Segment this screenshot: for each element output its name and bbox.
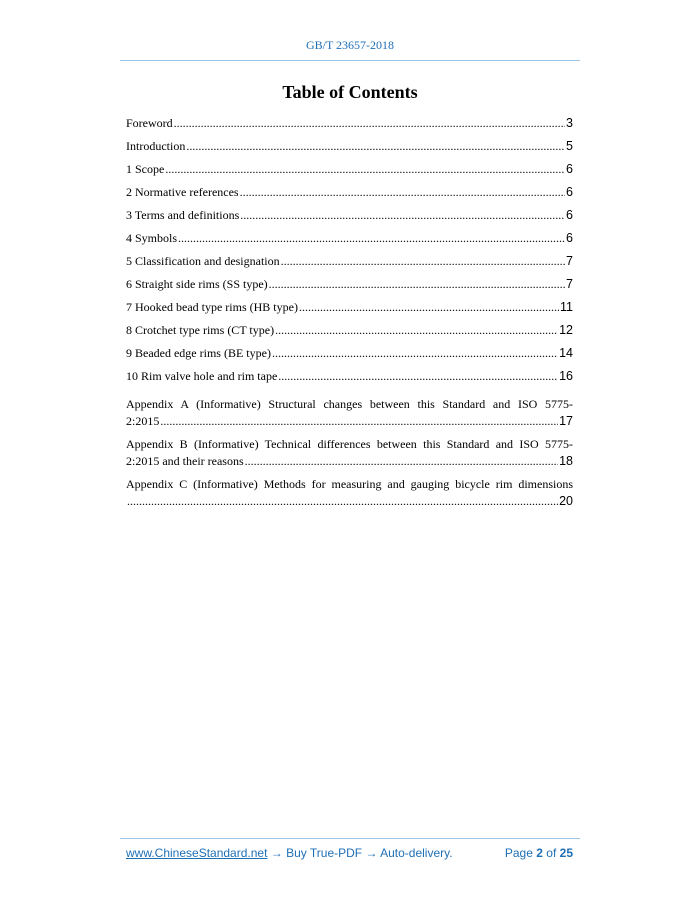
toc-entry-page: 18 [559,454,573,468]
toc-entry-foreword[interactable] [126,116,573,139]
toc-entry-symbols[interactable] [126,231,573,254]
toc-entry-beaded-edge-rims[interactable] [126,346,573,369]
toc-entry-rim-valve-hole[interactable] [126,369,573,392]
toc-entry-classification[interactable] [126,254,573,277]
toc-entry-page: 3 [566,116,573,130]
toc-entry-straight-side-rims[interactable] [126,277,573,300]
toc-entry-page: 20 [559,494,573,508]
page-word: Page [504,846,533,860]
toc-leader-dots [278,369,558,384]
toc-entry-page: 6 [566,185,573,199]
toc-entry-page: 6 [566,208,573,222]
toc-entry-label: 5 Classification and designation [126,254,280,268]
toc-leader-dots [160,413,558,430]
toc-entry-label: Appendix C (Informative) Methods for measuring and gauging bicycle rim dimensions [126,477,573,491]
toc-leader-dots [127,493,558,510]
toc-leader-dots [269,277,565,292]
toc-entry-label: Appendix B (Informative) Technical differences between this Standard and ISO 5775- [126,437,573,451]
toc-entry-label: 4 Symbols [126,231,178,245]
page-footer [126,846,573,860]
toc-entry-normative-references[interactable] [126,185,573,208]
toc-entry-label: 10 Rim valve hole and rim tape [126,369,278,383]
toc-entry-scope[interactable] [126,162,573,185]
toc-leader-dots [174,116,565,131]
toc-entry-label: Appendix A (Informative) Structural changes between this Standard and ISO 5775- [126,397,573,411]
toc-entry-label: 8 Crotchet type rims (CT type) [126,323,275,337]
toc-entry-page: 11 [560,300,573,314]
toc-entry-label: 6 Straight side rims (SS type) [126,277,268,291]
footer-promo [126,846,453,860]
toc-leader-dots [186,139,565,154]
toc-entry-label: Introduction [126,139,186,153]
toc-leader-dots [299,300,559,315]
toc-entry-page: 6 [566,162,573,176]
toc-leader-dots [275,323,558,338]
toc-leader-dots [240,208,565,223]
toc-entry-introduction[interactable] [126,139,573,162]
document-code-header: GB/T 23657-2018 [305,38,395,52]
toc-entry-crotchet-rims[interactable] [126,323,573,346]
toc-entry-page: 5 [566,139,573,153]
toc-entry-page: 6 [566,231,573,245]
toc-entry-page: 7 [566,277,573,291]
footer-promo-text: → Buy True-PDF → Auto-delivery. [267,846,453,860]
toc-entry-label: Foreword [126,116,173,130]
of-word: of [546,846,557,860]
toc-entry-hooked-bead-rims[interactable] [126,300,573,323]
toc-entry-page: 7 [566,254,573,268]
total-page-count: 25 [559,846,573,860]
toc-entry-label: 2 Normative references [126,185,239,199]
page-title: Table of Contents [282,82,418,102]
toc-leader-dots [240,185,565,200]
toc-entry-page: 12 [559,323,573,337]
toc-leader-dots [281,254,565,269]
toc-entry-page: 14 [559,346,573,360]
toc-entry-terms-definitions[interactable] [126,208,573,231]
toc-leader-dots [245,453,558,470]
toc-entry-label: 9 Beaded edge rims (BE type) [126,346,271,360]
toc-entry-appendix-c[interactable] [126,476,573,510]
toc-entry-label: 7 Hooked bead type rims (HB type) [126,300,298,314]
toc-entry-label: 3 Terms and definitions [126,208,240,222]
toc-entry-label: 1 Scope [126,162,165,176]
page-counter [505,846,573,860]
toc-entry-label-cont: 2:2015 [126,414,160,428]
toc-entry-label-cont: 2:2015 and their reasons [126,454,244,468]
toc-leader-dots [178,231,565,246]
header-divider [120,60,580,61]
chinesestandard-link[interactable]: www.ChineseStandard.net [126,846,268,860]
toc-entry-appendix-a[interactable] [126,396,573,430]
footer-divider [120,838,580,839]
toc-leader-dots [272,346,558,361]
toc-entry-page: 16 [559,369,573,383]
toc-leader-dots [165,162,565,177]
table-of-contents [126,116,573,516]
toc-entry-appendix-b[interactable] [126,436,573,470]
current-page-number: 2 [536,846,543,860]
toc-entry-page: 17 [559,414,573,428]
